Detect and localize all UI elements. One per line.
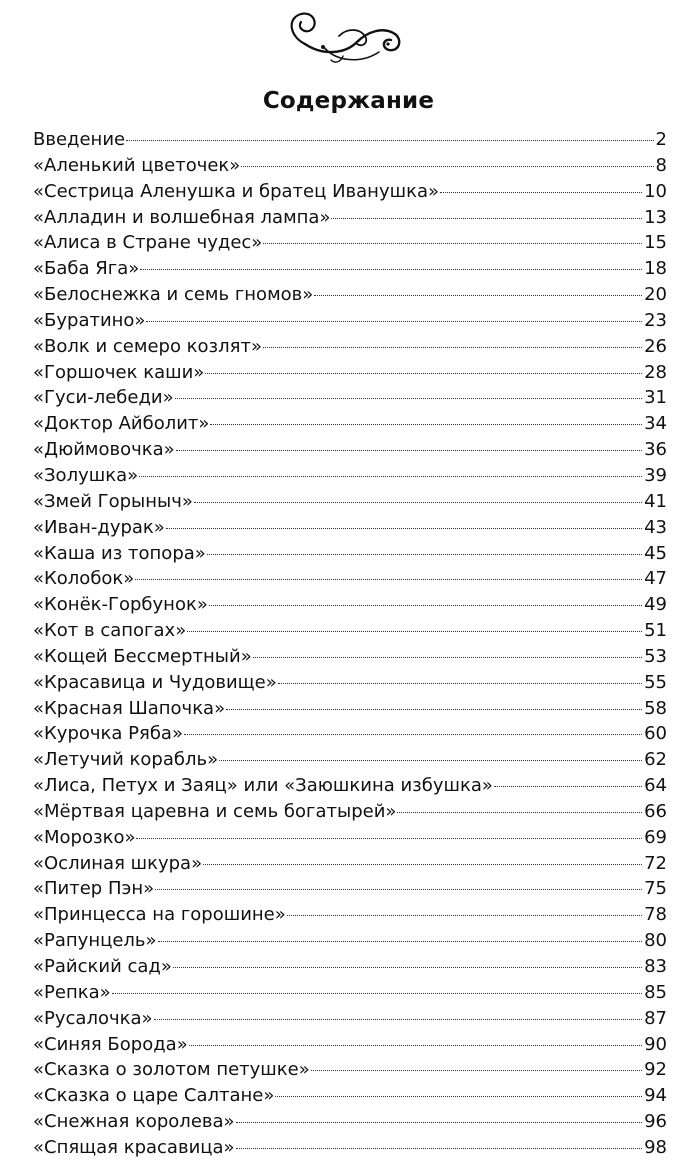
dot-leader bbox=[189, 1045, 642, 1046]
toc-entry-title: «Мёртвая царевна и семь богатырей» bbox=[33, 800, 397, 822]
page-title: Содержание bbox=[262, 88, 435, 114]
toc-entry-title: «Райский сад» bbox=[33, 956, 172, 977]
dot-leader bbox=[194, 502, 642, 503]
toc-entry-page-number: 62 bbox=[644, 749, 667, 771]
dot-leader bbox=[158, 941, 643, 942]
toc-entry-page-number: 49 bbox=[644, 594, 667, 616]
toc-entry-title: «Конёк-Горбунок» bbox=[33, 594, 208, 616]
toc-entry[interactable] bbox=[33, 1006, 667, 1032]
toc-entry-page-number: 80 bbox=[644, 930, 667, 952]
toc-entry-page-number: 41 bbox=[644, 490, 667, 512]
toc-entry-page-number: 90 bbox=[644, 1033, 667, 1055]
dot-leader bbox=[136, 838, 642, 839]
toc-entry[interactable] bbox=[33, 696, 667, 722]
toc-entry-title: «Горшочек каши» bbox=[33, 361, 205, 383]
toc-entry[interactable] bbox=[33, 747, 667, 773]
dot-leader bbox=[219, 760, 642, 761]
dot-leader bbox=[135, 579, 642, 580]
dot-leader bbox=[126, 140, 653, 141]
toc-entry-page-number: 98 bbox=[644, 1136, 667, 1158]
toc-entry-page-number: 45 bbox=[644, 542, 667, 564]
toc-entry-page-number: 69 bbox=[644, 826, 667, 848]
toc-entry[interactable] bbox=[33, 618, 667, 644]
toc-entry-page-number: 23 bbox=[644, 309, 667, 331]
toc-entry[interactable] bbox=[33, 644, 667, 670]
toc-entry[interactable] bbox=[33, 205, 667, 231]
toc-entry-page-number: 78 bbox=[644, 904, 667, 926]
dot-leader bbox=[287, 915, 642, 916]
toc-entry-page-number: 8 bbox=[655, 154, 667, 176]
toc-entry-page-number: 64 bbox=[644, 775, 667, 797]
toc-entry[interactable] bbox=[33, 230, 667, 256]
dot-leader bbox=[253, 657, 642, 658]
toc-entry[interactable] bbox=[33, 1083, 667, 1109]
toc-entry[interactable] bbox=[33, 592, 667, 618]
toc-entry-page-number: 47 bbox=[644, 568, 667, 590]
toc-entry-title: «Золушка» bbox=[33, 464, 139, 486]
toc-entry-page-number: 87 bbox=[644, 1007, 667, 1029]
toc-entry-title: «Принцесса на горошине» bbox=[33, 904, 286, 926]
dot-leader bbox=[175, 398, 642, 399]
toc-entry-title: «Доктор Айболит» bbox=[33, 413, 210, 435]
toc-entry-page-number: 31 bbox=[644, 387, 667, 409]
toc-entry-page-number: 34 bbox=[644, 413, 667, 435]
toc-entry[interactable] bbox=[33, 1135, 667, 1161]
toc-entry-page-number: 51 bbox=[644, 620, 667, 642]
dot-leader bbox=[440, 192, 642, 193]
toc-entry-title: «Белоснежка и семь гномов» bbox=[33, 284, 314, 306]
dot-leader bbox=[494, 786, 642, 787]
dot-leader bbox=[209, 605, 642, 606]
toc-entry-title: «Синяя Борода» bbox=[33, 1033, 188, 1055]
dot-leader bbox=[154, 1019, 643, 1020]
dot-leader bbox=[184, 734, 642, 735]
toc-entry-title: «Аленький цветочек» bbox=[33, 154, 241, 176]
dot-leader bbox=[112, 993, 642, 994]
toc-entry-page-number: 66 bbox=[644, 800, 667, 822]
dot-leader bbox=[203, 864, 642, 865]
toc-entry-title: «Снежная королева» bbox=[33, 1111, 235, 1133]
toc-entry-page-number: 75 bbox=[644, 878, 667, 900]
toc-entry-title: «Волк и семеро козлят» bbox=[33, 335, 262, 357]
dot-leader bbox=[140, 269, 642, 270]
dot-leader bbox=[278, 683, 642, 684]
dot-leader bbox=[241, 166, 653, 167]
toc-entry[interactable] bbox=[33, 1109, 667, 1135]
table-of-contents bbox=[33, 127, 667, 1161]
toc-entry-page-number: 15 bbox=[644, 232, 667, 254]
toc-entry[interactable] bbox=[33, 437, 667, 463]
dot-leader bbox=[207, 554, 642, 555]
dot-leader bbox=[331, 218, 642, 219]
toc-entry-title: «Курочка Ряба» bbox=[33, 723, 183, 745]
toc-entry-title: «Колобок» bbox=[33, 568, 135, 590]
toc-entry[interactable] bbox=[33, 799, 667, 825]
toc-entry[interactable] bbox=[33, 954, 667, 980]
toc-entry[interactable] bbox=[33, 282, 667, 308]
toc-entry-title: «Рапунцель» bbox=[33, 930, 157, 952]
dot-leader bbox=[311, 1070, 642, 1071]
toc-entry-page-number: 13 bbox=[644, 206, 667, 228]
toc-entry[interactable] bbox=[33, 127, 667, 153]
toc-entry-title: «Змей Горыныч» bbox=[33, 490, 193, 512]
toc-entry[interactable] bbox=[33, 515, 667, 541]
toc-entry-title: «Спящая красавица» bbox=[33, 1136, 235, 1158]
toc-entry-title: «Репка» bbox=[33, 981, 111, 1003]
toc-entry[interactable] bbox=[33, 334, 667, 360]
toc-entry-title: «Гуси-лебеди» bbox=[33, 387, 174, 409]
toc-entry-title: «Буратино» bbox=[33, 309, 146, 331]
toc-entry-title: «Сказка о царе Салтане» bbox=[33, 1085, 275, 1107]
toc-entry-page-number: 58 bbox=[644, 697, 667, 719]
toc-entry-page-number: 60 bbox=[644, 723, 667, 745]
toc-entry-title: «Иван-дурак» bbox=[33, 516, 165, 538]
toc-entry[interactable] bbox=[33, 825, 667, 851]
dot-leader bbox=[236, 1148, 643, 1149]
dot-leader bbox=[236, 1122, 643, 1123]
toc-entry-page-number: 94 bbox=[644, 1085, 667, 1107]
toc-entry-page-number: 96 bbox=[644, 1111, 667, 1133]
toc-entry-title: «Алиса в Стране чудес» bbox=[33, 232, 263, 254]
toc-entry-page-number: 85 bbox=[644, 981, 667, 1003]
toc-entry[interactable] bbox=[33, 463, 667, 489]
toc-entry-title: «Кот в сапогах» bbox=[33, 620, 187, 642]
toc-entry[interactable] bbox=[33, 411, 667, 437]
dot-leader bbox=[210, 424, 642, 425]
toc-entry-title: «Лиса, Петух и Заяц» или «Заюшкина избушка» bbox=[33, 775, 493, 797]
dot-leader bbox=[187, 631, 642, 632]
dot-leader bbox=[226, 709, 642, 710]
toc-entry-title: «Алладин и волшебная лампа» bbox=[33, 206, 331, 228]
toc-entry-page-number: 39 bbox=[644, 464, 667, 486]
toc-entry-title: Введение bbox=[33, 129, 126, 150]
toc-entry[interactable] bbox=[33, 1057, 667, 1083]
toc-entry[interactable] bbox=[33, 670, 667, 696]
toc-entry[interactable] bbox=[33, 1032, 667, 1058]
dot-leader bbox=[263, 347, 642, 348]
dot-leader bbox=[139, 476, 642, 477]
dot-leader bbox=[176, 450, 642, 451]
toc-entry-title: «Красная Шапочка» bbox=[33, 697, 226, 719]
toc-entry-page-number: 28 bbox=[644, 361, 667, 383]
toc-entry[interactable] bbox=[33, 566, 667, 592]
toc-entry[interactable] bbox=[33, 980, 667, 1006]
toc-entry-page-number: 43 bbox=[644, 516, 667, 538]
toc-entry[interactable] bbox=[33, 876, 667, 902]
toc-entry-title: «Ослиная шкура» bbox=[33, 852, 203, 874]
dot-leader bbox=[155, 889, 642, 890]
toc-entry[interactable] bbox=[33, 360, 667, 386]
toc-entry-page-number: 26 bbox=[644, 335, 667, 357]
toc-entry-title: «Каша из топора» bbox=[33, 542, 206, 564]
dot-leader bbox=[275, 1096, 642, 1097]
toc-entry-page-number: 92 bbox=[644, 1059, 667, 1081]
toc-entry[interactable] bbox=[33, 541, 667, 567]
toc-entry-title: «Русалочка» bbox=[33, 1007, 153, 1029]
toc-entry[interactable] bbox=[33, 308, 667, 334]
toc-entry-title: «Сказка о золотом петушке» bbox=[33, 1059, 310, 1081]
toc-entry[interactable] bbox=[33, 179, 667, 205]
toc-entry[interactable] bbox=[33, 489, 667, 515]
toc-entry[interactable] bbox=[33, 902, 667, 928]
toc-entry-page-number: 36 bbox=[644, 439, 667, 461]
dot-leader bbox=[263, 243, 642, 244]
dot-leader bbox=[205, 373, 642, 374]
toc-entry-title: «Баба Яга» bbox=[33, 258, 140, 280]
dot-leader bbox=[146, 321, 642, 322]
flourish-ornament-icon bbox=[283, 6, 415, 68]
toc-entry[interactable] bbox=[33, 256, 667, 282]
dot-leader bbox=[173, 967, 642, 968]
toc-entry[interactable] bbox=[33, 153, 667, 179]
toc-entry[interactable] bbox=[33, 385, 667, 411]
toc-entry[interactable] bbox=[33, 851, 667, 877]
toc-entry-page-number: 10 bbox=[644, 180, 667, 202]
toc-entry-title: «Дюймовочка» bbox=[33, 439, 175, 461]
toc-entry-title: «Кощей Бессмертный» bbox=[33, 645, 252, 667]
toc-entry[interactable] bbox=[33, 773, 667, 799]
toc-entry-page-number: 72 bbox=[644, 852, 667, 874]
toc-entry-title: «Летучий корабль» bbox=[33, 749, 219, 771]
toc-entry-page-number: 83 bbox=[644, 956, 667, 977]
dot-leader bbox=[314, 295, 642, 296]
toc-entry-title: «Сестрица Аленушка и братец Иванушка» bbox=[33, 180, 439, 202]
toc-entry-page-number: 55 bbox=[644, 671, 667, 693]
toc-entry-page-number: 53 bbox=[644, 645, 667, 667]
toc-entry[interactable] bbox=[33, 928, 667, 954]
toc-entry-title: «Питер Пэн» bbox=[33, 878, 155, 900]
toc-entry-page-number: 18 bbox=[644, 258, 667, 280]
dot-leader bbox=[166, 528, 642, 529]
dot-leader bbox=[397, 812, 642, 813]
toc-entry-page-number: 2 bbox=[655, 129, 667, 150]
toc-entry[interactable] bbox=[33, 721, 667, 747]
toc-entry-page-number: 20 bbox=[644, 284, 667, 306]
toc-entry-title: «Морозко» bbox=[33, 826, 136, 848]
toc-entry-title: «Красавица и Чудовище» bbox=[33, 671, 277, 693]
